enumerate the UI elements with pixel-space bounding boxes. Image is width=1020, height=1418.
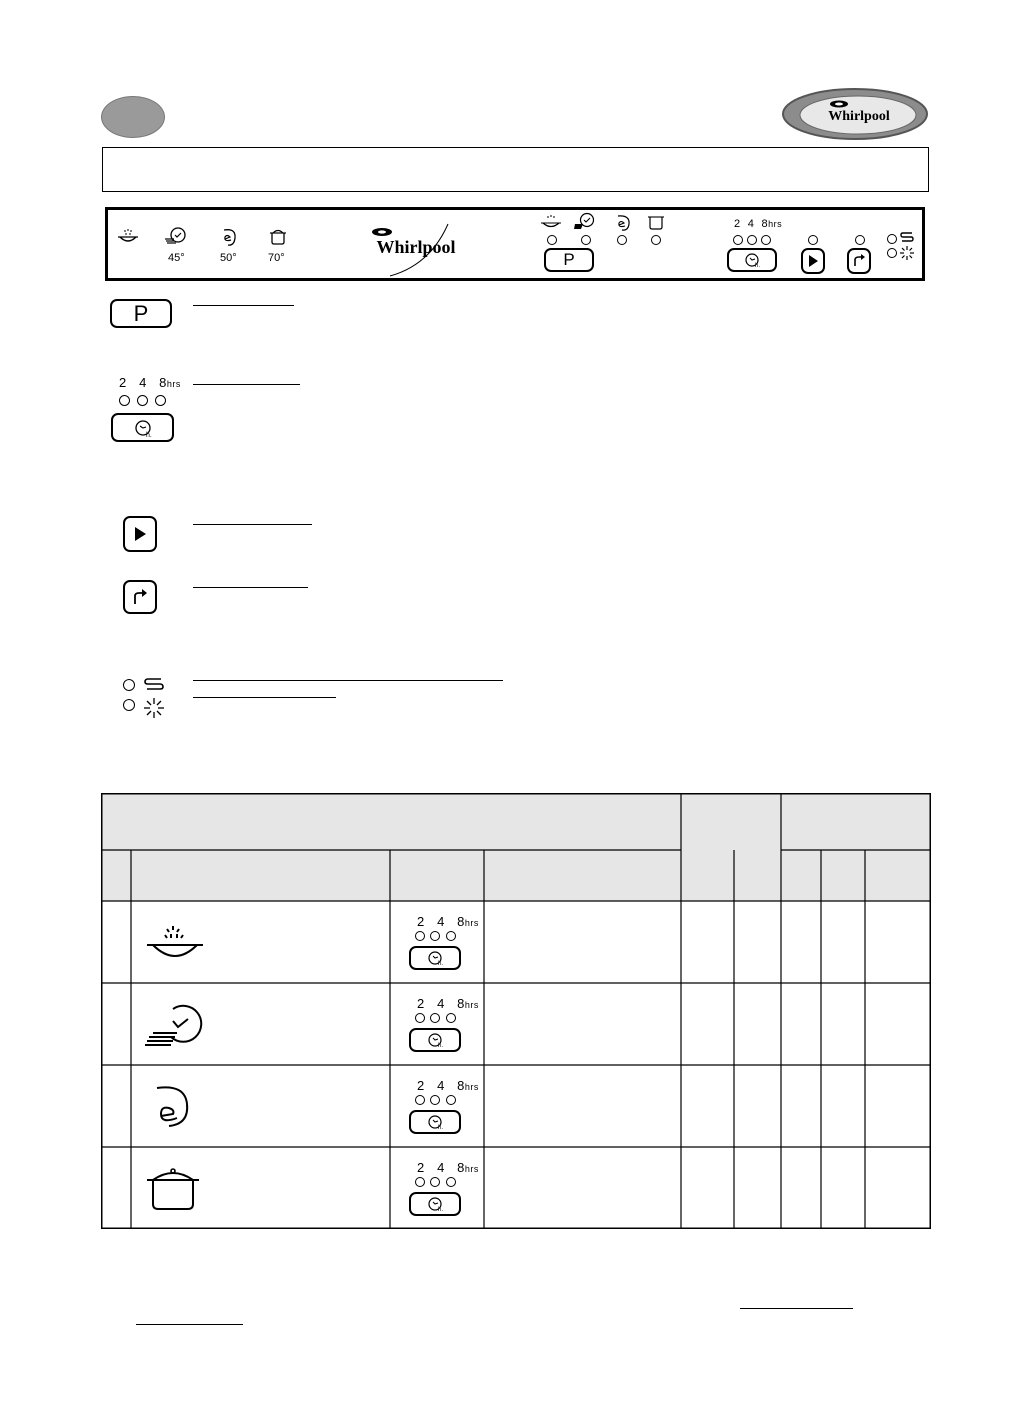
play-icon (125, 518, 155, 550)
intensive-pot-icon (145, 1164, 201, 1212)
eco-wash-icon (151, 1082, 193, 1130)
row-delay-button (409, 946, 461, 970)
delay-light-2h (415, 931, 425, 941)
temp-label: 45° (168, 252, 185, 264)
svg-text:h.: h. (146, 432, 152, 439)
svg-text:h.: h. (438, 1043, 444, 1049)
legend-heading-underline (193, 524, 312, 525)
rinse-aid-icon (143, 697, 165, 719)
language-badge (101, 96, 165, 138)
delay-light-4h (430, 1013, 440, 1023)
panel-logo-text: Whirlpool (376, 237, 456, 257)
footer-underline (740, 1308, 853, 1309)
delay-light-2h (119, 395, 130, 406)
rinse-aid-indicator-light (123, 699, 135, 711)
program-indicator-light (581, 235, 591, 245)
delay-light-8h (446, 1013, 456, 1023)
delay-light-4h (747, 235, 757, 245)
panel-cancel-button (847, 248, 871, 274)
start-indicator-light (808, 235, 818, 245)
delay-timer-icon (411, 1194, 459, 1214)
delay-light-4h (430, 931, 440, 941)
program-indicator-light (617, 235, 627, 245)
rinse-aid-indicator-light (887, 248, 897, 258)
legend-program-button: P (110, 299, 172, 328)
delay-light-4h (430, 1177, 440, 1187)
row-delay-button (409, 1110, 461, 1134)
row-delay-hours: 2 4 8hrs (417, 996, 479, 1011)
svg-text:h.: h. (438, 1125, 444, 1131)
salt-icon (143, 675, 165, 693)
pre-wash-icon (538, 213, 564, 231)
svg-text:h.: h. (755, 263, 761, 269)
whirlpool-logo (781, 87, 929, 141)
delay-timer-icon (411, 1112, 459, 1132)
row-delay-hours: 2 4 8hrs (417, 1078, 479, 1093)
delay-light-4h (137, 395, 148, 406)
salt-indicator-light (887, 234, 897, 244)
legend-heading-underline (193, 587, 308, 588)
delay-light-8h (761, 235, 771, 245)
delay-timer-icon (411, 948, 459, 968)
row-delay-hours: 2 4 8hrs (417, 914, 479, 929)
pre-wash-icon (115, 226, 141, 246)
legend-heading-underline (193, 697, 336, 698)
eco-wash-icon (614, 213, 632, 233)
row-delay-button (409, 1192, 461, 1216)
quick-wash-icon (572, 212, 598, 232)
section-title-box (102, 147, 929, 192)
legend-start-button (123, 516, 157, 552)
delay-timer-icon (411, 1030, 459, 1050)
delay-light-8h (155, 395, 166, 406)
delay-light-4h (430, 1095, 440, 1105)
play-icon (803, 250, 823, 272)
intensive-pot-icon (268, 226, 288, 246)
legend-heading-underline (193, 384, 300, 385)
svg-text:h.: h. (438, 961, 444, 967)
legend-delay-button (111, 413, 174, 442)
legend-delay-hours: 2 4 8hrs (119, 375, 181, 390)
program-indicator-light (547, 235, 557, 245)
footer-underline (136, 1324, 243, 1325)
panel-start-button (801, 248, 825, 274)
panel-delay-hours: 2 4 8hrs (734, 218, 783, 230)
program-table (101, 793, 931, 1229)
legend-heading-underline (193, 680, 503, 681)
delay-light-2h (415, 1177, 425, 1187)
row-delay-button (409, 1028, 461, 1052)
delay-timer-icon (729, 250, 775, 270)
legend-cancel-button (123, 580, 157, 614)
rinse-aid-icon (899, 245, 915, 261)
cancel-reset-icon (125, 582, 155, 612)
svg-text:h.: h. (438, 1207, 444, 1213)
program-indicator-light (651, 235, 661, 245)
salt-indicator-light (123, 679, 135, 691)
delay-timer-icon (113, 415, 172, 440)
delay-light-2h (415, 1013, 425, 1023)
legend-heading-underline (193, 305, 294, 306)
cancel-reset-icon (849, 250, 869, 272)
temp-label: 50° (220, 252, 237, 264)
quick-wash-icon (163, 226, 189, 248)
cancel-indicator-light (855, 235, 865, 245)
logo-text: Whirlpool (828, 109, 890, 124)
panel-program-button: P (544, 248, 594, 272)
pre-wash-icon (143, 921, 207, 965)
delay-light-8h (446, 931, 456, 941)
temp-label: 70° (268, 252, 285, 264)
delay-light-8h (446, 1095, 456, 1105)
eco-wash-icon (220, 226, 238, 248)
panel-delay-button (727, 248, 777, 272)
salt-icon (899, 230, 915, 244)
delay-light-2h (733, 235, 743, 245)
panel-whirlpool-logo (360, 220, 470, 278)
quick-wash-icon (143, 1003, 205, 1049)
delay-light-8h (446, 1177, 456, 1187)
row-delay-hours: 2 4 8hrs (417, 1160, 479, 1175)
intensive-pot-icon (646, 212, 666, 232)
delay-light-2h (415, 1095, 425, 1105)
